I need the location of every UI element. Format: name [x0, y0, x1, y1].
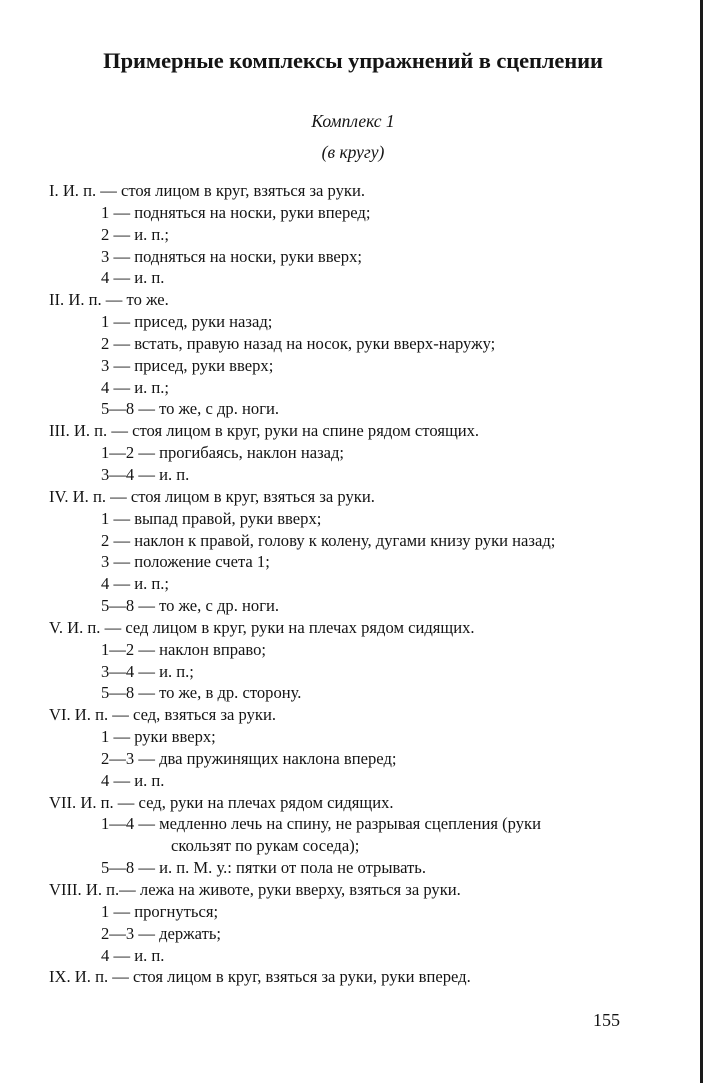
exercise-line: IV. И. п. — стоя лицом в круг, взяться за руки.	[49, 486, 375, 506]
complex-note: (в кругу)	[321, 142, 385, 162]
complex-heading: Комплекс 1	[311, 111, 395, 131]
exercise-line: III. И. п. — стоя лицом в круг, руки на спине рядом стоящих.	[49, 421, 480, 441]
exercise-step-line: 2 — встать, правую назад на носок, руки вверх-наружу;	[101, 333, 496, 353]
exercise-step-line: 1 — руки вверх;	[101, 727, 216, 747]
exercise-step-line: 4 — и. п.;	[101, 377, 170, 397]
exercise-step-line: 1—4 — медленно лечь на спину, не разрывая сцепления (руки	[101, 814, 541, 834]
exercise-step-line: 5—8 — то же, в др. сторону.	[101, 683, 302, 703]
exercise-step-line: 1 — подняться на носки, руки вперед;	[101, 202, 371, 222]
exercise-step-line: 3 — положение счета 1;	[101, 552, 270, 572]
exercise-line: IX. И. п. — стоя лицом в круг, взяться за руки, руки вперед.	[49, 967, 471, 987]
exercise-line: I. И. п. — стоя лицом в круг, взяться за руки.	[49, 181, 366, 200]
page-number: 155	[593, 1010, 620, 1030]
exercise-step-line: 1 — присед, руки назад;	[101, 312, 273, 332]
exercise-step-line: 1—2 — прогибаясь, наклон назад;	[101, 443, 345, 463]
exercise-line: VIII. И. п.— лежа на животе, руки вверху, взяться за руки.	[49, 880, 461, 899]
exercise-list	[49, 180, 629, 988]
exercise-step-line: 1 — прогнуться;	[101, 901, 219, 921]
exercise-step-line: 3—4 — и. п.;	[101, 661, 194, 681]
exercise-step-line: 2—3 — два пружинящих наклона вперед;	[101, 748, 397, 768]
exercise-line: V. И. п. — сед лицом в круг, руки на плечах рядом сидящих.	[49, 617, 475, 637]
exercise-step-line: 4 — и. п.	[101, 945, 165, 965]
exercise-step-line: 5—8 — и. п. М. у.: пятки от пола не отрывать.	[101, 858, 427, 878]
exercise-step-line: 3—4 — и. п.	[101, 464, 190, 484]
exercise-step-line: 4 — и. п.	[101, 268, 165, 288]
exercise-step-line: 2—3 — держать;	[101, 923, 222, 943]
exercise-step-line: 5—8 — то же, с др. ноги.	[101, 596, 280, 616]
exercise-step-line: 3 — присед, руки вверх;	[101, 355, 274, 375]
exercise-step-line: 4 — и. п.	[101, 770, 165, 790]
exercise-continuation-line: скользят по рукам соседа);	[171, 836, 360, 856]
exercise-line: VI. И. п. — сед, взяться за руки.	[49, 705, 276, 725]
exercise-line: VII. И. п. — сед, руки на плечах рядом сидящих.	[49, 792, 394, 812]
exercise-step-line: 5—8 — то же, с др. ноги.	[101, 399, 280, 419]
exercise-step-line: 1 — выпад правой, руки вверх;	[101, 508, 322, 528]
exercise-step-line: 2 — наклон к правой, голову к колену, дугами книзу руки назад;	[101, 530, 556, 550]
page-title: Примерные комплексы упражнений в сцеплении	[103, 48, 603, 73]
exercise-line: II. И. п. — то же.	[49, 290, 169, 310]
exercise-step-line: 3 — подняться на носки, руки вверх;	[101, 246, 363, 266]
exercise-step-line: 2 — и. п.;	[101, 224, 170, 244]
exercise-step-line: 1—2 — наклон вправо;	[101, 639, 266, 659]
exercise-step-line: 4 — и. п.;	[101, 574, 170, 594]
